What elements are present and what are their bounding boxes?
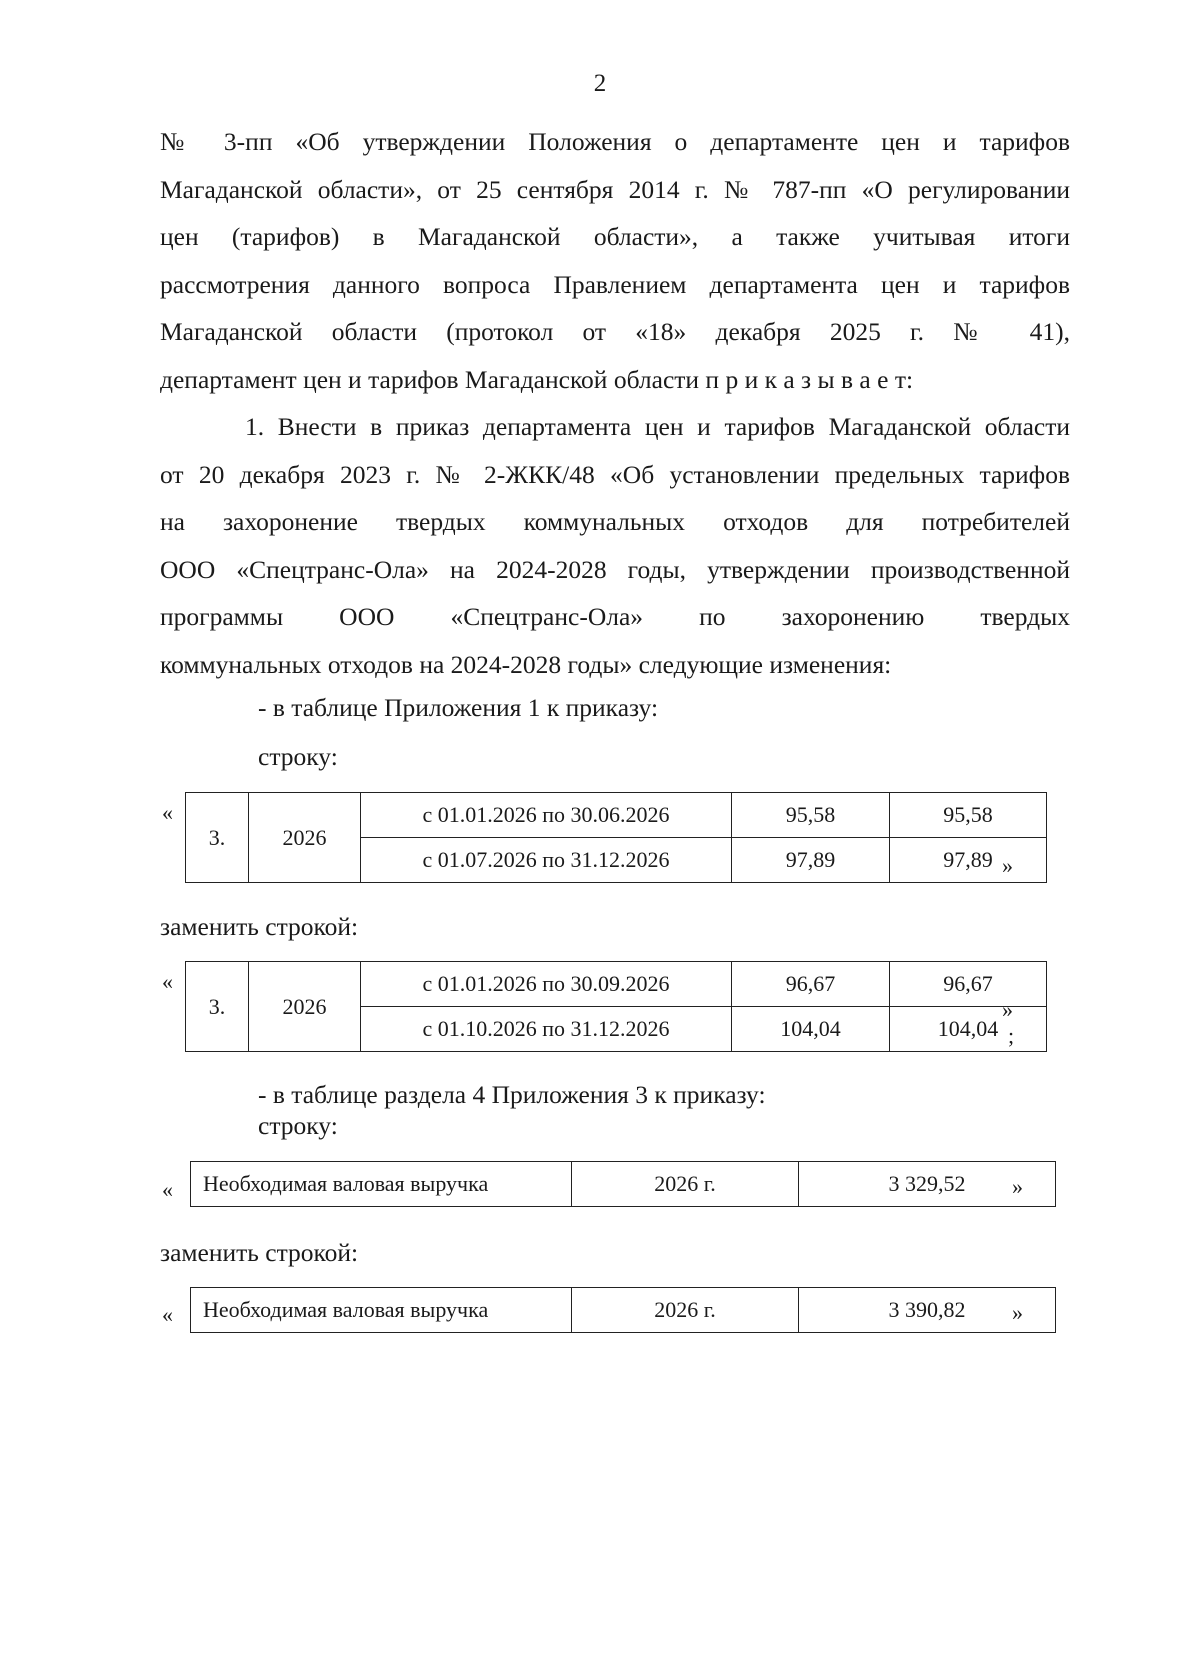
tariff-cell: 97,89 (732, 838, 890, 883)
text-line: ООО «Спецтранс-Ола» на 2024-2028 годы, утверждении производственной (160, 554, 1070, 584)
page-number: 2 (593, 70, 607, 97)
tariff-cell: 95,58 (732, 793, 890, 838)
section-2-row-label: строку: (258, 1111, 338, 1140)
tariff-cell: 104,04 (890, 1007, 1047, 1052)
close-quote: » (1012, 1174, 1023, 1199)
text-line: от 20 декабря 2023 г. № 2-ЖКК/48 «Об установлении предельных тарифов (160, 459, 1070, 489)
text-line: коммунальных отходов на 2024-2028 годы» следующие изменения: (160, 649, 892, 679)
text-line: департамент цен и тарифов Магаданской области п р и к а з ы в а е т: (160, 364, 914, 394)
row-number: 3. (186, 793, 249, 883)
period-cell: с 01.07.2026 по 31.12.2026 (361, 838, 732, 883)
indicator-name: Необходимая валовая выручка (191, 1288, 572, 1333)
new-tariff-row-table (185, 961, 1047, 1052)
item-1-paragraph (160, 403, 1070, 688)
new-revenue-row-table (190, 1287, 1056, 1333)
open-quote: « (162, 1302, 173, 1327)
text-line: Магаданской области (протокол от «18» декабря 2025 г. № 41), (160, 317, 1070, 346)
text-line: программы ООО «Спецтранс-Ола» по захоронению твердых (160, 602, 1070, 631)
period-cell: с 01.10.2026 по 31.12.2026 (361, 1007, 732, 1052)
open-quote: « (162, 1177, 173, 1202)
old-tariff-row-table (185, 792, 1047, 883)
text-line: Магаданской области», от 25 сентября 2014 г. № 787-пп «О регулировании (160, 174, 1070, 204)
section-2-heading: - в таблице раздела 4 Приложения 3 к приказу: (258, 1080, 766, 1109)
revenue-value: 3 329,52 (799, 1162, 1056, 1207)
tariff-cell: 96,67 (890, 962, 1047, 1007)
year-cell: 2026 (249, 962, 361, 1052)
indicator-name: Необходимая валовая выручка (191, 1162, 572, 1207)
semicolon: ; (1008, 1023, 1015, 1048)
text-line: 1. Внести в приказ департамента цен и тарифов Магаданской области (245, 412, 1070, 441)
text-line: рассмотрения данного вопроса Правлением департамента цен и тарифов (160, 269, 1070, 299)
tariff-cell: 97,89 (890, 838, 1047, 883)
period-cell: с 01.01.2026 по 30.09.2026 (361, 962, 732, 1007)
revenue-value: 3 390,82 (799, 1288, 1056, 1333)
replace-label: заменить строкой: (160, 912, 359, 941)
tariff-cell: 95,58 (890, 793, 1047, 838)
text-line: № 3-пп «Об утверждении Положения о департаменте цен и тарифов (160, 127, 1070, 156)
open-quote: « (162, 969, 173, 994)
period-cell: с 01.01.2026 по 30.06.2026 (361, 793, 732, 838)
replace-label-2: заменить строкой: (160, 1238, 359, 1267)
year-cell: 2026 г. (572, 1288, 799, 1333)
open-quote: « (162, 800, 173, 825)
year-cell: 2026 (249, 793, 361, 883)
close-quote: » (1002, 997, 1013, 1022)
row-number: 3. (186, 962, 249, 1052)
text-line: цен (тарифов) в Магаданской области», а также учитывая итоги (160, 222, 1070, 251)
close-quote: » (1012, 1300, 1023, 1325)
section-1-heading: - в таблице Приложения 1 к приказу: (258, 693, 659, 722)
year-cell: 2026 г. (572, 1162, 799, 1207)
text-line: на захоронение твердых коммунальных отходов для потребителей (160, 507, 1070, 536)
tariff-cell: 104,04 (732, 1007, 890, 1052)
section-1-row-label: строку: (258, 742, 338, 771)
intro-paragraph (160, 118, 1070, 403)
tariff-cell: 96,67 (732, 962, 890, 1007)
old-revenue-row-table (190, 1161, 1056, 1207)
close-quote: » (1002, 853, 1013, 878)
